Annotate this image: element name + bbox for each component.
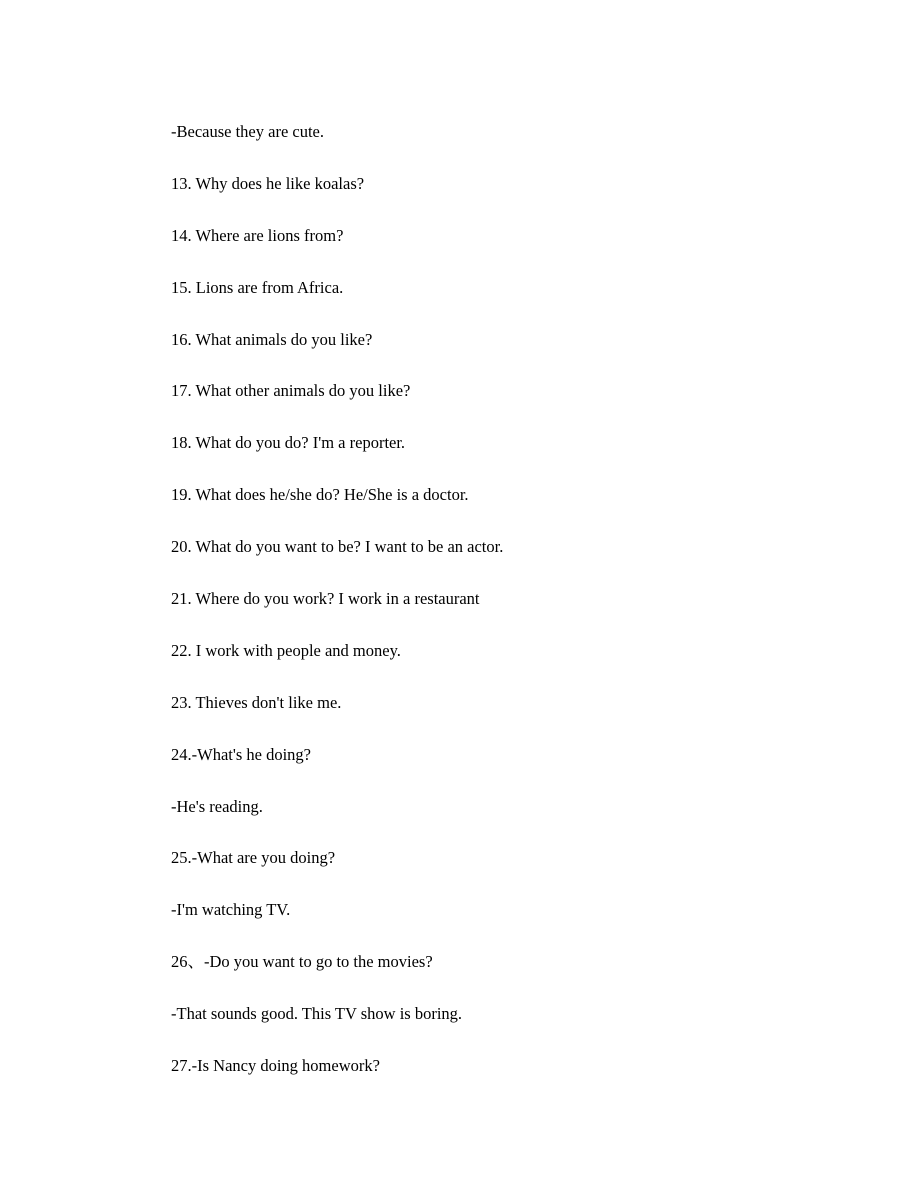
- text-line: 24.-What's he doing?: [171, 744, 311, 764]
- text-line: -That sounds good. This TV show is boring.: [171, 1004, 463, 1024]
- text-line: 22. I work with people and money.: [171, 640, 401, 660]
- text-line: 17. What other animals do you like?: [171, 381, 411, 401]
- text-line: 13. Why does he like koalas?: [171, 173, 365, 193]
- text-line: 26、-Do you want to go to the movies?: [171, 952, 433, 972]
- text-line: 14. Where are lions from?: [171, 225, 344, 245]
- text-line: 15. Lions are from Africa.: [171, 277, 344, 297]
- text-line: 25.-What are you doing?: [171, 848, 336, 868]
- text-line: 18. What do you do? I'm a reporter.: [171, 433, 406, 453]
- text-line: -Because they are cute.: [171, 122, 324, 141]
- text-line: 23. Thieves don't like me.: [171, 692, 342, 712]
- document-text-lines: [171, 121, 871, 1107]
- text-line: 27.-Is Nancy doing homework?: [171, 1056, 380, 1076]
- text-line: 19. What does he/she do? He/She is a doctor.: [171, 485, 469, 505]
- text-line: 20. What do you want to be? I want to be an actor.: [171, 537, 504, 557]
- text-line: -I'm watching TV.: [171, 900, 291, 920]
- text-line: 16. What animals do you like?: [171, 329, 373, 349]
- text-line: 21. Where do you work? I work in a restaurant: [171, 589, 480, 609]
- text-line: -He's reading.: [171, 796, 263, 816]
